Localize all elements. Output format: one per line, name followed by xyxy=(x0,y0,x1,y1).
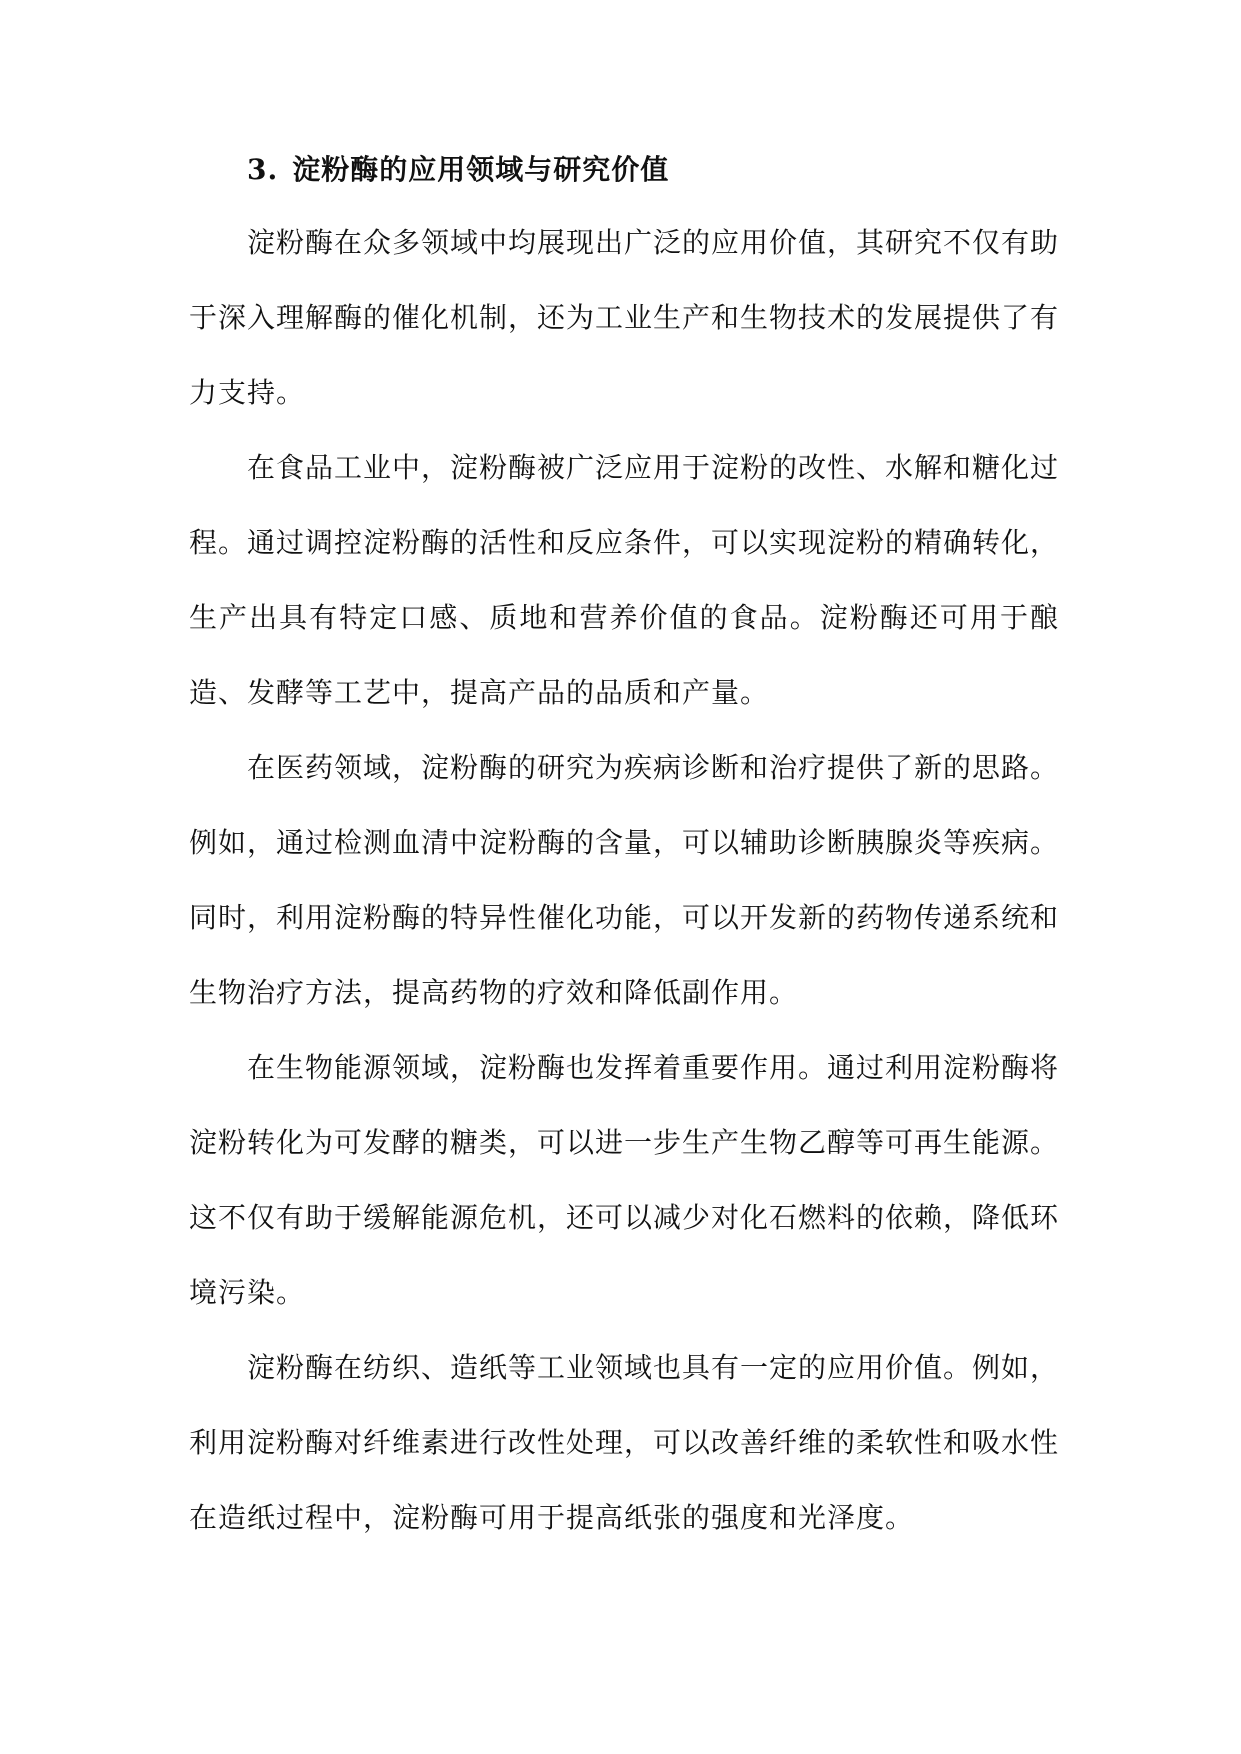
section-heading xyxy=(247,150,1059,190)
section-number: 3. xyxy=(247,153,279,186)
paragraph-medicine: 在医药领域，淀粉酶的研究为疾病诊断和治疗提供了新的思路。例如，通过检测血清中淀粉酶的含量，可以辅助诊断胰腺炎等疾病。同时，利用淀粉酶的特异性催化功能，可以开发新的药物传递系统和生物治疗方法，提高药物的疗效和降低副作用。 xyxy=(189,751,1060,1009)
page-content xyxy=(189,150,1059,1555)
paragraph-bioenergy: 在生物能源领域，淀粉酶也发挥着重要作用。通过利用淀粉酶将淀粉转化为可发酵的糖类，可以进一步生产生物乙醇等可再生能源。这不仅有助于缓解能源危机，还可以减少对化石燃料的依赖，降低环境污染。 xyxy=(189,1051,1060,1309)
paragraph-textile-paper: 淀粉酶在纺织、造纸等工业领域也具有一定的应用价值。例如，利用淀粉酶对纤维素进行改性处理，可以改善纤维的柔软性和吸水性在造纸过程中，淀粉酶可用于提高纸张的强度和光泽度。 xyxy=(189,1351,1060,1534)
section-title: 淀粉酶的应用领域与研究价值 xyxy=(292,153,670,186)
paragraph-intro: 淀粉酶在众多领域中均展现出广泛的应用价值，其研究不仅有助于深入理解酶的催化机制，还为工业生产和生物技术的发展提供了有力支持。 xyxy=(189,226,1060,409)
paragraph-food-industry: 在食品工业中，淀粉酶被广泛应用于淀粉的改性、水解和糖化过程。通过调控淀粉酶的活性和反应条件，可以实现淀粉的精确转化，生产出具有特定口感、质地和营养价值的食品。淀粉酶还可用于酿造、发酵等工艺中，提高产品的品质和产量。 xyxy=(189,451,1060,709)
